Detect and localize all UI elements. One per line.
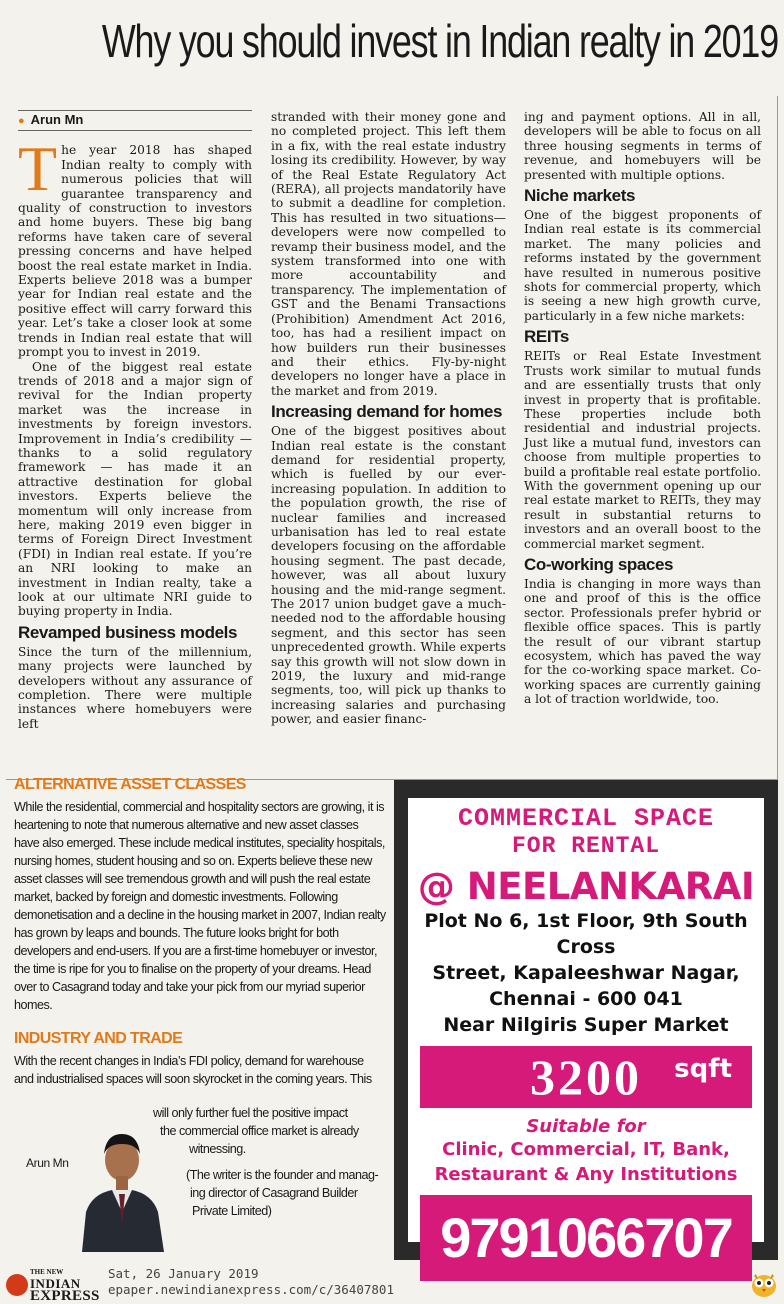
coworking-paragraph: India is changing in more ways than one and proof of this is the office sector. Professionals prefer hybrid or flexible office spaces. This is partly the result of our vibrant startup ecosystem, which has paved the way for the co-working space market. Co-working spaces are currently gaining a lot of traction worldwide, too. <box>524 576 761 707</box>
rera-paragraph: stranded with their money gone and no completed project. This left them in a fix, with the real estate industry losing its credibility. However, by way of the Real Estate Regulatory Act (RERA), all projects mandatorily have to submit a deadline for completion. This has resulted in two situations— developers were now compelled to revamp their business model, and the system transformed into one with more accountability and transparency. The implementation of GST and the Benami Transactions (Prohibition) Amendment Act 2016, too, has had a resilient impact on how builders run their businesses and their ethics. Fly-by-night developers no longer have a place in the market and from 2019. <box>271 110 506 398</box>
ad-heading-1: COMMERCIAL SPACE <box>457 804 715 833</box>
reits-paragraph: REITs or Real Estate Investment Trusts work similar to mutual funds and are essentially trusts that only invest in property that is profitable. These properties include both residential and industrial projects. Just like a mutual fund, investors can choose from multiple properties to build a profitable real estate portfolio. With the government opening up our real estate market to REITs, they may result in substantial returns to investors and an overall boost to the commercial market segment. <box>524 349 761 551</box>
byline <box>18 110 252 131</box>
owl-icon[interactable] <box>750 1270 778 1298</box>
industry-trade-line-3: the commercial office market is already <box>160 1124 359 1138</box>
article-column-3 <box>524 110 761 707</box>
subhead-reits: REITs <box>524 327 569 347</box>
subhead-coworking: Co-working spaces <box>524 554 674 574</box>
headline: Why you should invest in Indian realty in 2019 <box>101 15 779 67</box>
ad-location: @ NEELANKARAI <box>417 865 755 908</box>
sidebar-box <box>14 776 386 1088</box>
subhead-revamped: Revamped business models <box>18 622 238 642</box>
ad-address-2: Street, Kapaleeshwar Nagar, <box>432 962 740 984</box>
ad-suitable-for: Suitable for <box>526 1116 646 1137</box>
fdi-paragraph: One of the biggest real estate trends of 2018 and a major sign of revival for the Indian property market was the increase in investments by foreign investors. Improvement in India’s credibility — thanks to a solid regulatory framework — has made it an attractive destination for global investors. Experts believe the momentum will only increase from here, making 2019 even bigger in terms of Foreign Direct Investment (FDI) in Indian real estate. If you’re an NRI looking to make an investment in Indian realty, take a look at our ultimate NRI guide to buying property in India. <box>18 359 252 619</box>
industry-trade-line-1: With the recent changes in India’s FDI policy, demand for warehouse and industrialised spaces will soon skyrocket in the coming years. This <box>14 1054 372 1086</box>
alternative-assets-paragraph: While the residential, commercial and hospitality sectors are growing, it is heartening to note that numerous alternative and new asset classes have also emerged. These include medical institutes, speciality hospitals, nursing homes, student housing and so on. Experts believe these new asset classes will see tremendous growth and will push the real estate market, backed by foreign and domestic investments. Following demonetisation and a decline in the housing market in 2007, Indian realty has grown by leaps and bounds. The future looks bright for both developers and end-users. If you are a first-time homebuyer or investor, the time is ripe for you to finalise on the property of your dreams. Head over to Casagrand today and take your pick from our myriad superior homes. <box>14 800 386 1012</box>
ad-uses-2: Restaurant & Any Institutions <box>434 1164 738 1185</box>
intro-paragraph <box>18 133 252 360</box>
ad-area-banner <box>420 1046 752 1108</box>
footer-meta <box>108 1266 394 1298</box>
ad-area-unit: sqft <box>674 1054 732 1084</box>
industry-trade-line-4: witnessing. <box>189 1142 246 1156</box>
epaper-url[interactable]: epaper.newindianexpress.com/c/36407801 <box>108 1282 394 1297</box>
newspaper-logo <box>30 1266 100 1302</box>
writer-note-line-3: Private Limited) <box>192 1204 272 1218</box>
logo-small-text: THE NEW <box>30 1268 64 1276</box>
photo-caption: Arun Mn <box>26 1156 69 1170</box>
author-photo <box>72 1112 172 1252</box>
logo-mid-text: INDIAN <box>30 1276 81 1291</box>
revamped-paragraph: Since the turn of the millennium, many projects were launched by developers without any assurance of completion. There were multiple instances where homebuyers were left <box>18 644 252 731</box>
ad-area-value: 3200 <box>530 1049 642 1105</box>
demand-paragraph: One of the biggest positives about Indian real estate is the constant demand for residential property, which is fuelled by our ever-increasing population. In addition to the population growth, the rise of nuclear families and increased urbanisation has led to real estate developers focusing on the affordable housing segment. The past decade, however, was all about luxury housing and the mid-range segment. The 2017 union budget gave a much-needed nod to the affordable housing segment, and this sector has seen unprecedented growth. While experts say this growth will not slow down in 2019, the luxury and mid-range segments, too, will pick up thanks to increasing salaries and purchasing power, and easier financ- <box>271 424 506 727</box>
ad-address-4: Near Nilgiris Super Market <box>443 1014 729 1036</box>
edition-date: Sat, 26 January 2019 <box>108 1266 259 1281</box>
intro-paragraph-text: he year 2018 has shaped Indian realty to comply with numerous policies that will guarantee transparency and quality of construction to investors and home buyers. These big bang reforms have taken care of several pressing concerns and have helped boost the real estate market in India. Experts believe 2018 was a bumper year for Indian real estate and the positive effect will carry forward this year. Let’s take a closer look at some trends in Indian real estate that will prompt you to invest in 2019. <box>18 143 252 360</box>
writer-note-line-2: ing director of Casagrand Builder <box>190 1186 358 1200</box>
ad-phone-number: 9791066707 <box>420 1195 752 1281</box>
ad-address-3: Chennai - 600 041 <box>489 988 683 1010</box>
niche-paragraph: One of the biggest proponents of Indian real estate is its commercial market. The many policies and reforms instated by the government have resulted in numerous positive shots for commercial property, which is seeing a new high growth curve, particularly in a few niche markets: <box>524 208 761 323</box>
subhead-demand: Increasing demand for homes <box>271 402 503 422</box>
logo-big-text: EXPRESS <box>30 1288 100 1304</box>
ad-uses-1: Clinic, Commercial, IT, Bank, <box>442 1139 730 1160</box>
subhead-niche: Niche markets <box>524 186 636 206</box>
newspaper-logo-icon <box>6 1274 28 1296</box>
author-photo-block <box>14 1104 386 1254</box>
writer-note-line-1: (The writer is the founder and manag- <box>186 1168 379 1182</box>
footer <box>0 1262 784 1302</box>
ad-panel <box>408 798 764 1269</box>
ad-address-1: Plot No 6, 1st Floor, 9th South Cross <box>424 910 748 958</box>
bullet-icon: ● <box>18 115 25 127</box>
options-paragraph: ing and payment options. All in all, developers will be able to focus on all three housing segments in terms of revenue, and homebuyers will be presented with multiple options. <box>524 110 761 182</box>
article-column-1 <box>18 110 252 731</box>
byline-author: Arun Mn <box>30 112 84 127</box>
ad-heading-2: FOR RENTAL <box>511 833 661 859</box>
heading-alternative-assets: ALTERNATIVE ASSET CLASSES <box>14 776 246 793</box>
advertisement <box>394 780 778 1269</box>
industry-trade-line-2: will only further fuel the positive impact <box>153 1106 348 1120</box>
dropcap: T <box>18 133 58 205</box>
heading-industry-trade: INDUSTRY AND TRADE <box>14 1030 183 1047</box>
article-column-2 <box>271 110 506 727</box>
